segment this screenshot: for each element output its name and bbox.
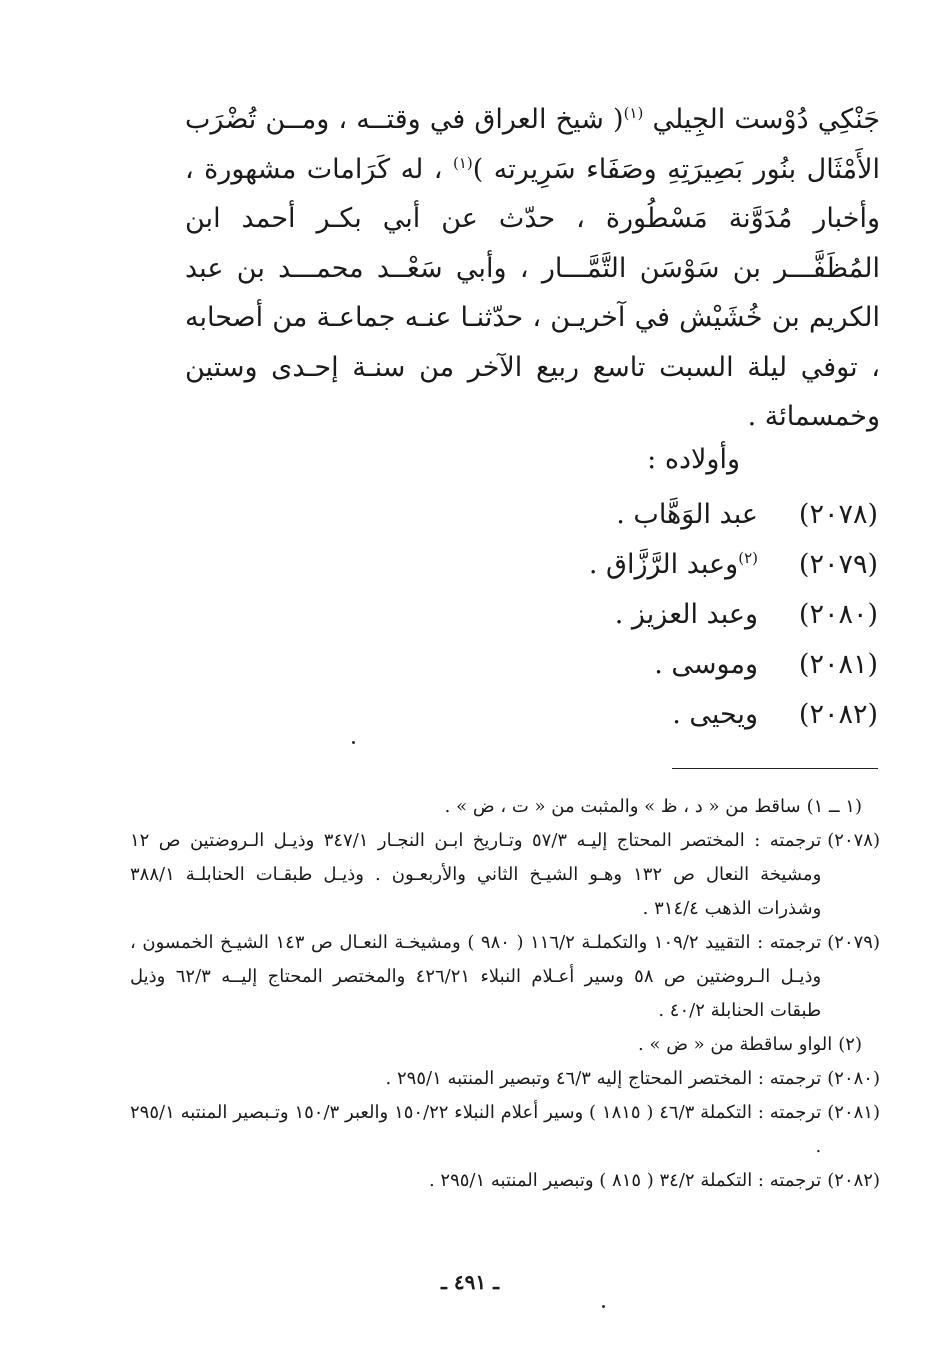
- entry-number: (٢٠٨٢): [798, 699, 878, 730]
- entry-name: وعبد الرَّزَّاق .: [588, 549, 739, 580]
- footnote-text: ترجمته : المختصر المحتاج إليـه ٥٧/٣ وتـاريخ ابـن النجـار ٣٤٧/١ وذيـل الـروضتين ص ١٢ ومشيخة النعال ص ١٣٢ وهـو الشيـخ الثاني والأربعـون . وذيـل طبقـات الحنابلـة ٣٨٨/١ وشذرات الذهب ٣١٤/٤ .: [130, 830, 822, 919]
- scan-speck: [602, 1305, 605, 1308]
- footnote-label: (٢٠٨٠): [827, 1068, 880, 1089]
- entry-list: [589, 490, 878, 740]
- paragraph-text-start: جَنْكِي دُوْست الجِيلي: [643, 104, 881, 135]
- footnote-label: (٢٠٧٩): [827, 932, 880, 953]
- entry-row: [589, 640, 878, 690]
- footnotes: [130, 790, 880, 1198]
- footnote: [130, 1028, 880, 1062]
- biography-paragraph: [185, 95, 880, 442]
- footnote-label: (٢٠٧٨): [827, 830, 880, 851]
- footnote: [130, 790, 880, 824]
- entry-number: (٢٠٨٠): [798, 599, 878, 630]
- footnote-text: ساقط من « د ، ظ » والمثبت من « ت ، ض » .: [444, 796, 801, 817]
- footnote: [130, 824, 880, 926]
- footnote-label: (٢٠٨٢): [827, 1170, 880, 1191]
- footnote: [130, 1164, 880, 1198]
- footnote-text: ترجمته : المختصر المحتاج إليه ٤٦/٣ وتبصير المنتبه ٢٩٥/١ .: [385, 1068, 822, 1089]
- footnote-text: الواو ساقطة من « ض » .: [638, 1034, 833, 1055]
- footnote-label: (١ ــ ١): [806, 796, 862, 817]
- footnote-marker: (٢): [738, 549, 758, 567]
- footnote-label: (٢٠٨١): [827, 1102, 880, 1123]
- entry-row: [589, 540, 878, 590]
- paragraph-text-quote: ( شيخ العراق في وقتــه ، ومــن تُضْرَب الأَمْثَال بنُور بَصِيرَتِهِ وصَفَاء سَرِيرته ): [185, 104, 880, 185]
- footnote-text: ترجمته : التكملة ٤٦/٣ ( ١٨١٥ ) وسير أعلام النبلاء ١٥٠/٢٢ والعبر ١٥٠/٣ وتـبصير المنتبه ٢٩٥/١ .: [130, 1102, 822, 1157]
- entry-row: [589, 690, 878, 740]
- paragraph-text-end: ، له كَرَامات مشهورة ، وأخبار مُدَوَّنة مَسْطُورة ، حدّث عن أبي بكـر أحمد ابن المُظَفَّـــر بن سَوْسَن التَّمَّـــار ، وأبي سَعْــد محمـــد بن عبد الكريم بن خُشَيْش في آخريـن ، حدّثنـا عنـه جماعـة من أصحابه ، توفي ليلة السبت تاسع ربيع الآخر من سنـة إحـدى وستين وخمسمائة .: [185, 153, 880, 432]
- entry-number: (٢٠٧٨): [798, 499, 878, 530]
- scan-speck: [352, 741, 355, 744]
- footnote: [130, 1062, 880, 1096]
- footnote-text: ترجمته : التكملة ٣٤/٢ ( ٨١٥ ) وتبصير المنتبه ٢٩٥/١ .: [428, 1170, 822, 1191]
- entry-row: [589, 590, 878, 640]
- footnote-marker: (١): [452, 153, 473, 172]
- entry-name: ويحيى .: [672, 699, 758, 730]
- page-number: ـ ٤٩١ ـ: [441, 1270, 499, 1294]
- main-text: [185, 95, 880, 442]
- entry-row: [589, 490, 878, 540]
- footnote-marker: (١): [623, 104, 644, 122]
- footnote-text: ترجمته : التقييد ١٠٩/٢ والتكملـة ١١٦/٢ ( ٩٨٠ ) ومشيخـة النعـال ص ١٤٣ الشيـخ الخمسون ، وذيـل الـروضتين ص ٥٨ وسير أعـلام النبلاء ٤٢٦/٢١ والمختصر المحتاج إليــه ٦٢/٣ وذيل طبقات الحنابلة ٤٠/٢ .: [130, 932, 822, 1021]
- footnote: [130, 1096, 880, 1164]
- entry-name: عبد الوَهَّاب .: [616, 499, 758, 530]
- entry-number: (٢٠٨١): [798, 649, 878, 680]
- footnote-label: (٢): [838, 1034, 862, 1055]
- footnote: [130, 926, 880, 1028]
- entry-name: وموسى .: [654, 649, 758, 680]
- entry-number: (٢٠٧٩): [798, 549, 878, 580]
- entry-name: وعبد العزيز .: [614, 599, 758, 630]
- children-heading: وأولاده :: [647, 444, 740, 475]
- footnote-separator: [672, 768, 878, 769]
